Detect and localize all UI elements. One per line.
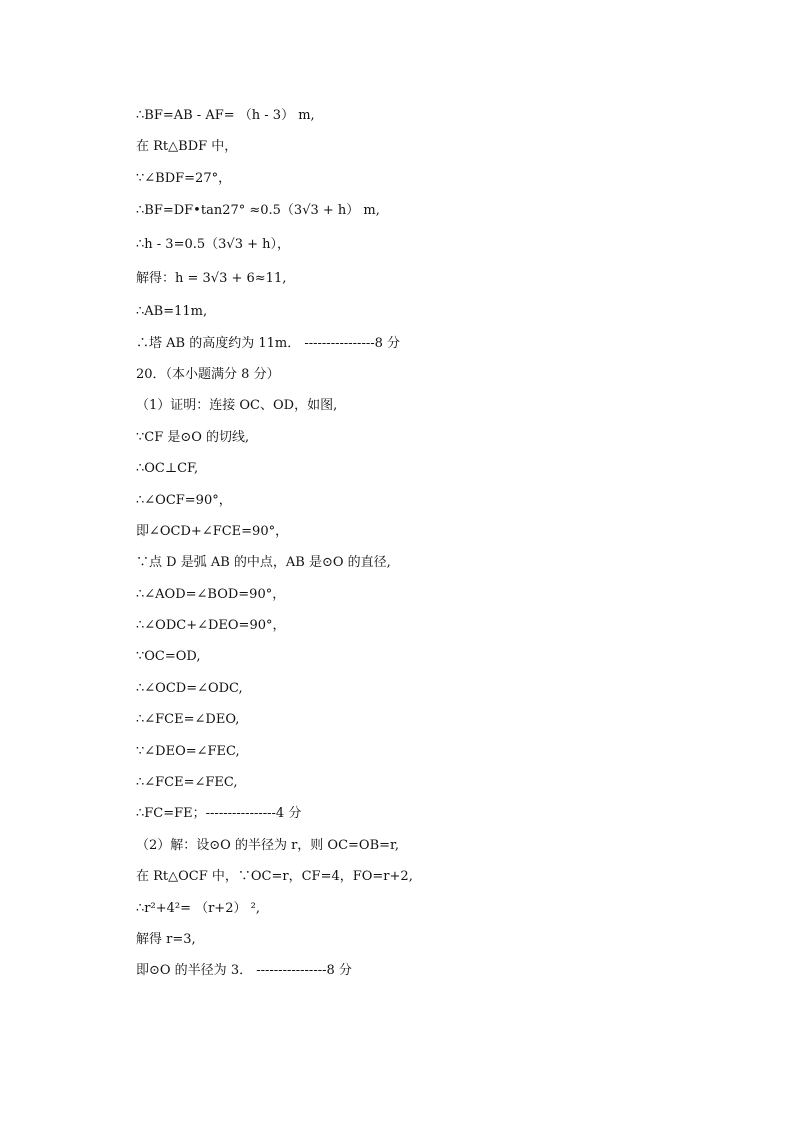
text-line: ∴∠FCE=∠DEO, xyxy=(136,712,240,728)
text-line: ∴∠OCD=∠ODC, xyxy=(136,680,243,696)
text-line: ∴h - 3=0.5（3√3 + h）， xyxy=(136,237,290,253)
text-line: ∵∠DEO=∠FEC, xyxy=(136,743,240,759)
text-line: ∵点 D 是弧 AB 的中点，AB 是⊙O 的直径, xyxy=(136,555,391,571)
text-line: （1）证明：连接 OC、OD，如图, xyxy=(136,398,338,414)
text-line: ∵CF 是⊙O 的切线, xyxy=(136,429,250,445)
text-line: ∴∠AOD=∠BOD=90°， xyxy=(136,586,286,602)
question-heading: 20．（本小题满分 8 分） xyxy=(136,366,280,382)
score-line: 即⊙O 的半径为 3． ----------------8 分 xyxy=(136,963,352,979)
text-line: 在 Rt△BDF 中， xyxy=(136,139,238,155)
text-line: （2）解：设⊙O 的半径为 r，则 OC=OB=r, xyxy=(136,837,399,853)
text-line: ∴BF=AB - AF= （h - 3） m, xyxy=(136,108,315,123)
text-line: ∴r²+4²= （r+2） ², xyxy=(136,900,260,916)
text-line: ∴∠OCF=90°， xyxy=(136,492,232,508)
text-line: ∵∠BDF=27°， xyxy=(136,170,232,186)
text-line: ∴∠ODC+∠DEO=90°， xyxy=(136,618,286,634)
score-line: ∴塔 AB 的高度约为 11m． ----------------8 分 xyxy=(136,335,401,351)
text-line: 解得 r=3, xyxy=(136,931,196,947)
text-line: 在 Rt△OCF 中，∵OC=r，CF=4，FO=r+2, xyxy=(136,869,413,885)
text-line: ∴∠FCE=∠FEC, xyxy=(136,775,238,791)
score-line: ∴FC=FE；----------------4 分 xyxy=(136,806,302,822)
text-line: 即∠OCD+∠FCE=90°， xyxy=(136,523,289,539)
solution-text xyxy=(136,100,696,987)
text-line: 解得：h = 3√3 + 6≈11, xyxy=(136,271,287,287)
text-line: ∴BF=DF•tan27° ≈0.5（3√3 + h） m, xyxy=(136,203,380,219)
text-line: ∴OC⊥CF, xyxy=(136,461,199,477)
text-line: ∵OC=OD, xyxy=(136,649,201,665)
text-line: ∴AB=11m, xyxy=(136,304,208,320)
